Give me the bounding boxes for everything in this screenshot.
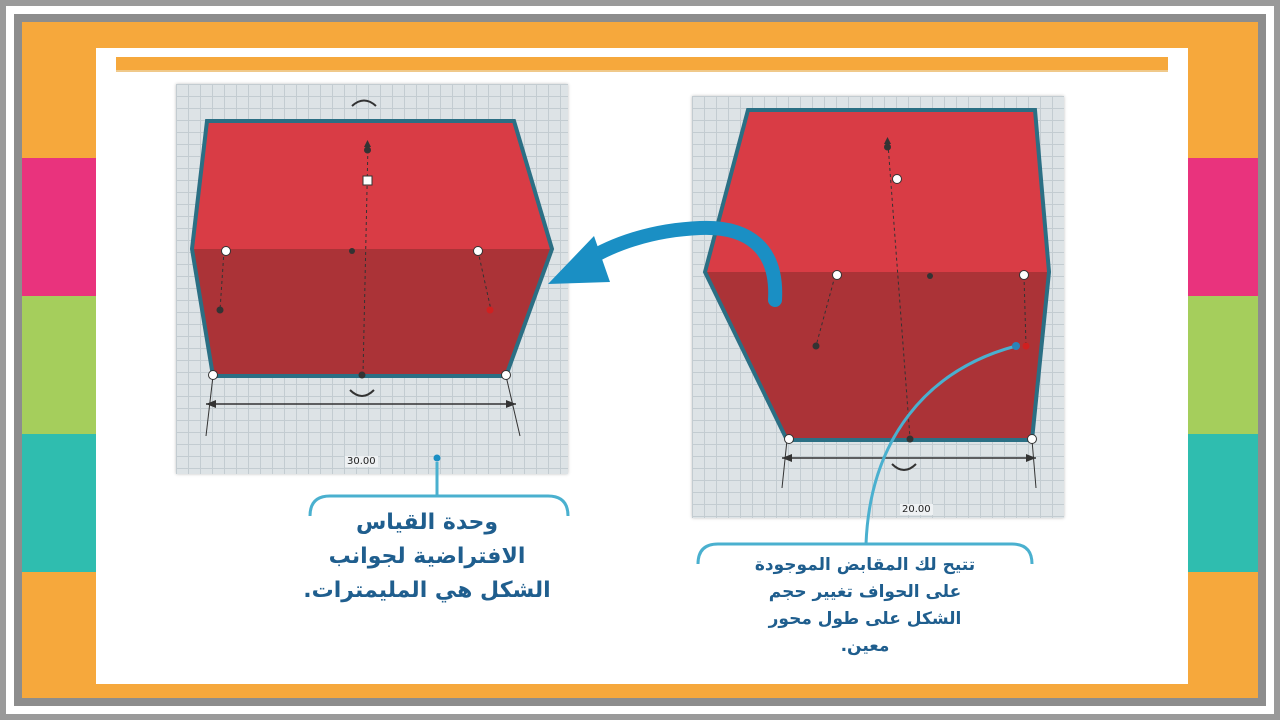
- units-caption-line: الافتراضية لجوانب: [328, 544, 526, 569]
- handles-caption-line: تتيح لك المقابض الموجودة: [754, 555, 976, 575]
- handles-caption-line: الشكل على طول محور: [768, 609, 962, 629]
- callout-bracket-right: [698, 346, 1032, 564]
- units-caption-line: وحدة القياس: [355, 510, 499, 535]
- right-dimension-label: 20.00: [902, 504, 931, 515]
- units-caption: [262, 506, 592, 608]
- curved-arrow-icon: [548, 228, 775, 300]
- left-dimension-label: 30.00: [347, 456, 376, 467]
- handles-caption-line: معين.: [840, 636, 890, 656]
- handles-caption: [706, 552, 1024, 660]
- handles-caption-line: على الحواف تغيير حجم: [768, 582, 962, 602]
- units-caption-line: الشكل هي المليمترات.: [303, 578, 551, 603]
